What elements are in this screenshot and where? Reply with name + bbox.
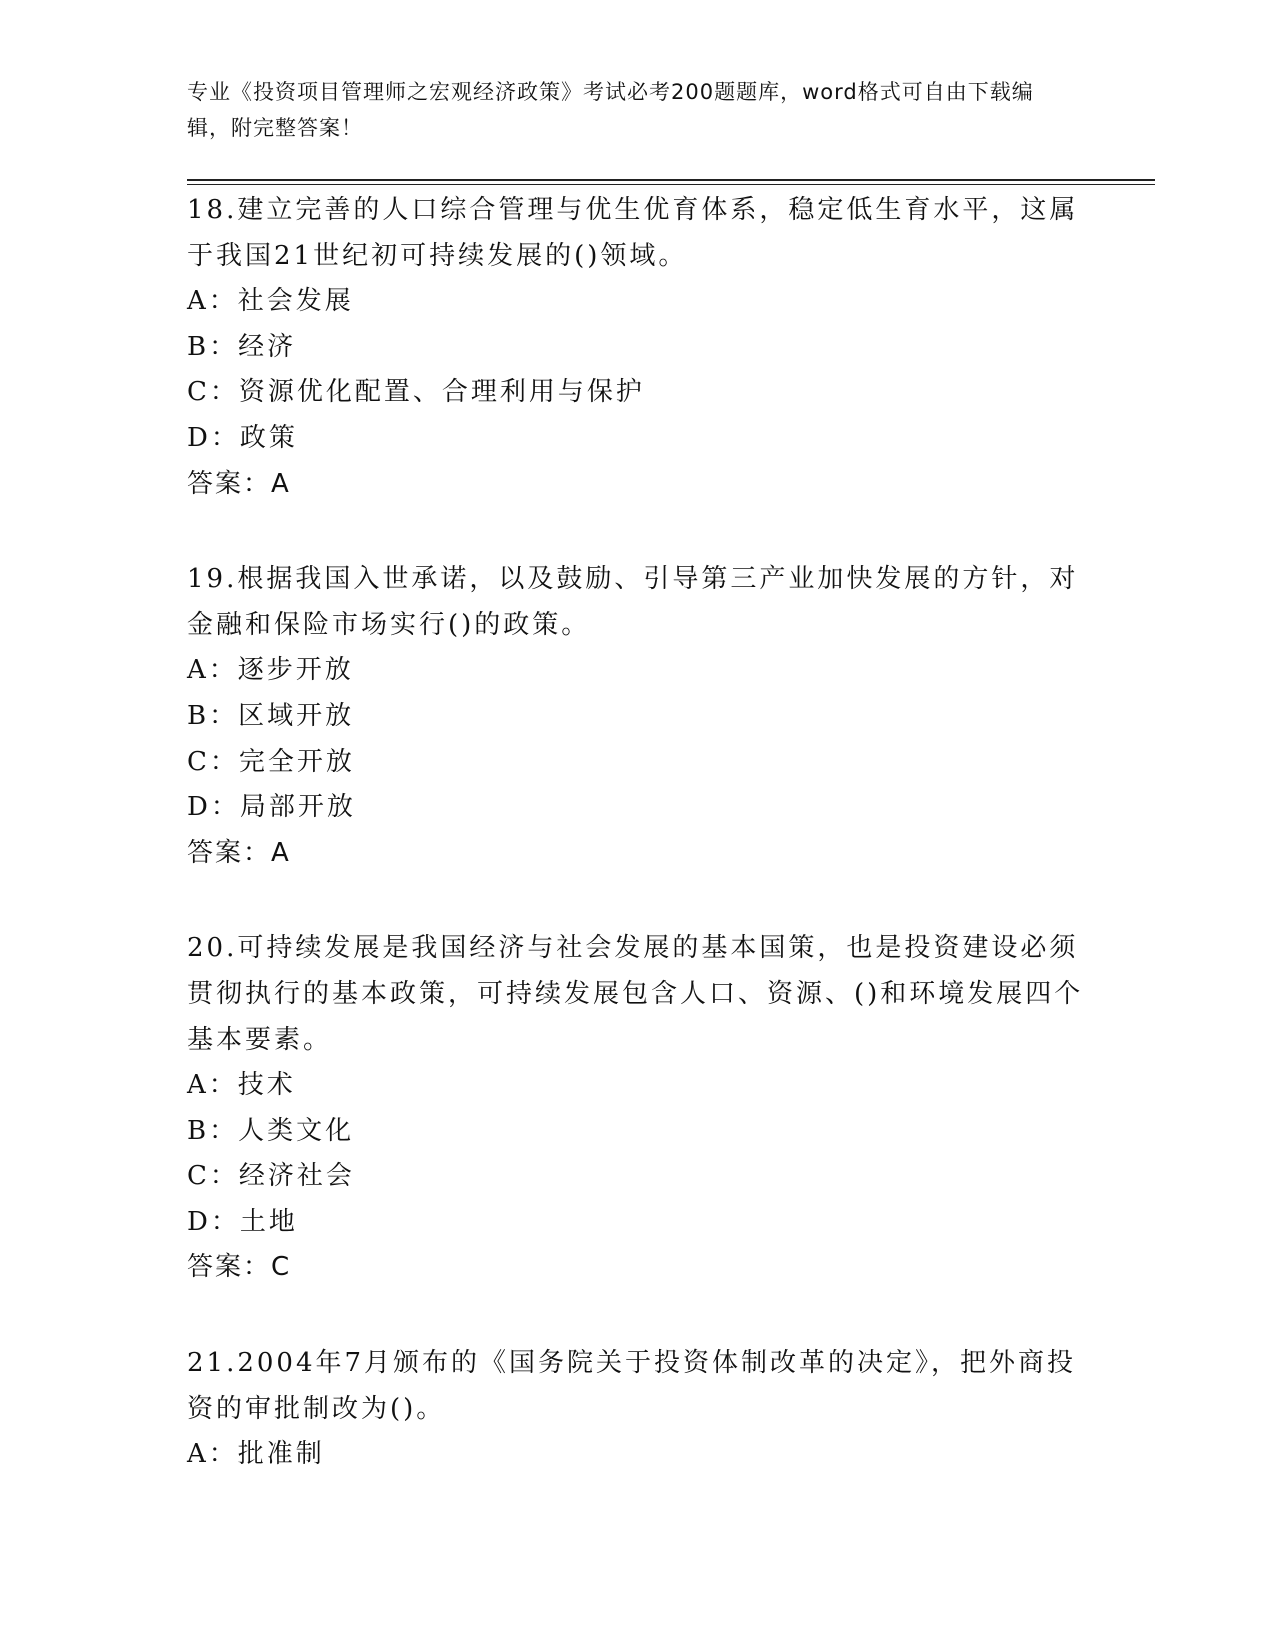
option-b: B：区域开放: [187, 700, 355, 731]
question-18: [187, 188, 1087, 507]
question-19: [187, 557, 1087, 876]
option-a: A：技术: [187, 1070, 296, 1101]
document-header: [187, 74, 1067, 146]
option-c: C：资源优化配置、合理利用与保护: [187, 377, 645, 408]
question-stem: 21.2004年7月颁布的《国务院关于投资体制改革的决定》，把外商投资的审批制改为()。: [187, 1348, 1077, 1424]
option-d: D：政策: [187, 422, 298, 453]
header-text: 专业《投资项目管理师之宏观经济政策》考试必考200题题库，word格式可自由下载编辑，附完整答案！: [187, 80, 1034, 140]
question-stem: 19.根据我国入世承诺，以及鼓励、引导第三产业加快发展的方针，对金融和保险市场实行()的政策。: [187, 564, 1079, 640]
option-d: D：土地: [187, 1206, 298, 1237]
answer: 答案：C: [187, 1252, 292, 1283]
option-a: A：社会发展: [187, 286, 354, 317]
question-21: [187, 1341, 1087, 1478]
option-a: A：逐步开放: [187, 655, 354, 686]
header-divider-thin: [187, 184, 1155, 185]
option-d: D：局部开放: [187, 792, 356, 823]
question-list: [187, 188, 1087, 1528]
option-b: B：经济: [187, 331, 297, 362]
option-a: A：批准制: [187, 1439, 325, 1470]
answer: 答案：A: [187, 468, 291, 499]
option-b: B：人类文化: [187, 1115, 355, 1146]
header-divider: [187, 179, 1155, 181]
option-c: C：完全开放: [187, 746, 355, 777]
answer: 答案：A: [187, 837, 291, 868]
question-stem: 20.可持续发展是我国经济与社会发展的基本国策，也是投资建设必须贯彻执行的基本政策，可持续发展包含人口、资源、()和环境发展四个基本要素。: [187, 933, 1084, 1055]
option-c: C：经济社会: [187, 1161, 355, 1192]
question-stem: 18.建立完善的人口综合管理与优生优育体系，稳定低生育水平，这属于我国21世纪初可持续发展的()领域。: [187, 195, 1079, 271]
question-20: [187, 926, 1087, 1291]
